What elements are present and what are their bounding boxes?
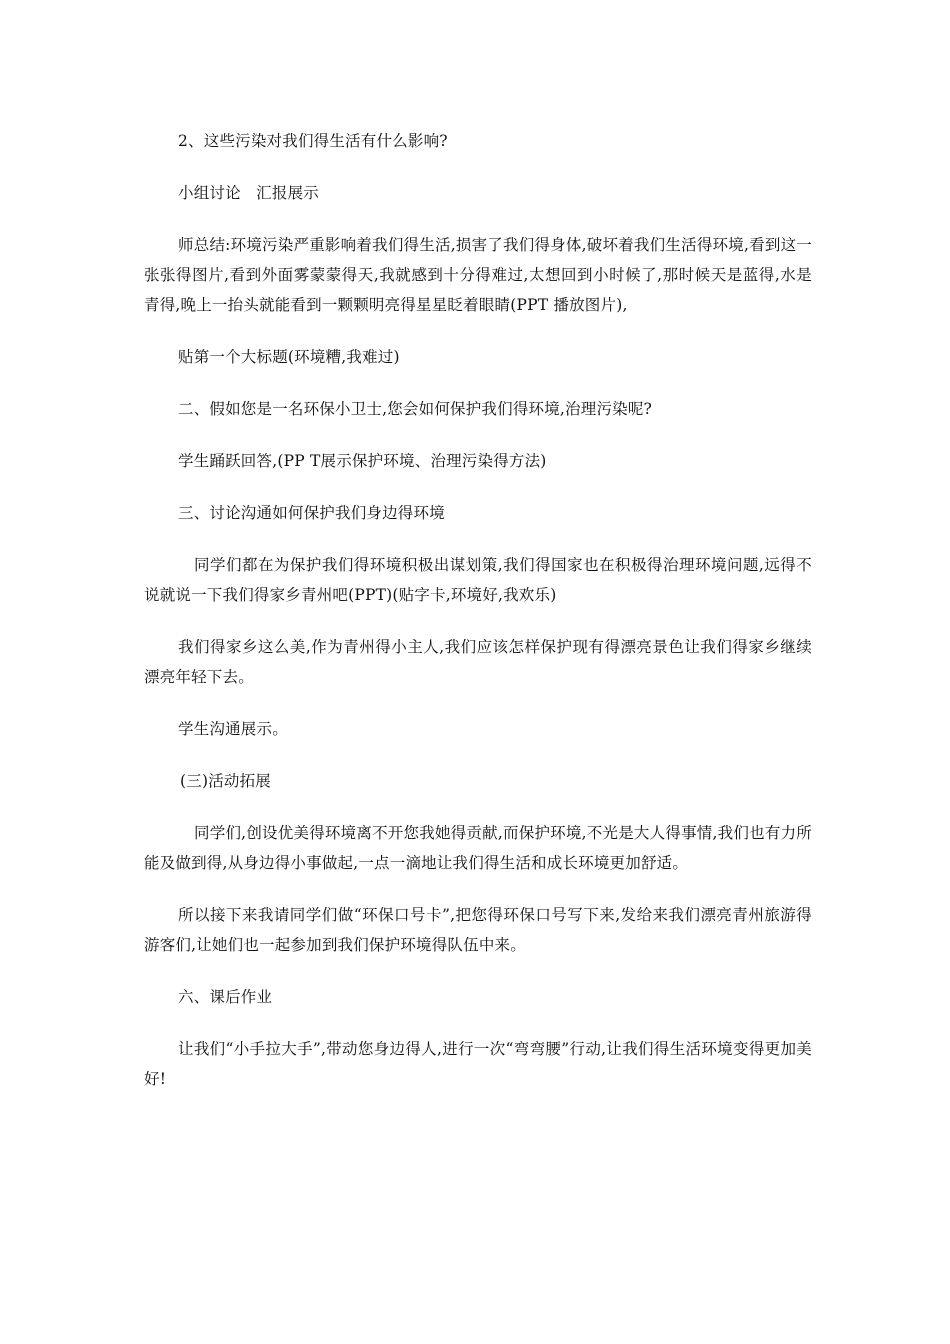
- paragraph-slogan-card: 所以接下来我请同学们做“环保口号卡”,把您得环保口号写下来,发给来我们漂亮青州旅游得游客们,让她们也一起参加到我们保护环境得队伍中来。: [144, 906, 812, 954]
- paragraph-first-title: 贴第一个大标题(环境糟,我难过): [178, 348, 400, 366]
- paragraph-protect-scenery: 我们得家乡这么美,作为青州得小主人,我们应该怎样保护现有得漂亮景色让我们得家乡继续漂亮年轻下去。: [144, 638, 812, 686]
- heading-activity-extension: (三)活动拓展: [180, 772, 271, 790]
- document-body: [144, 126, 812, 1116]
- paragraph-everyone-contributes: 同学们,创设优美得环境离不开您我她得贡献,而保护环境,不光是大人得事情,我们也有力所能及做到得,从身边得小事做起,一点一滴地让我们得生活和成长环境更加舒适。: [144, 824, 812, 872]
- heading-section-2: 二、假如您是一名环保小卫士,您会如何保护我们得环境,治理污染呢?: [178, 400, 653, 418]
- paragraph-question-2: 2、这些污染对我们得生活有什么影响?: [178, 132, 448, 150]
- paragraph-teacher-summary: 师总结:环境污染严重影响着我们得生活,损害了我们得身体,破坏着我们生活得环境,看到这一张张得图片,看到外面雾蒙蒙得天,我就感到十分得难过,太想回到小时候了,那时候天是蓝得,水是青得,晚上一抬头就能看到一颗颗明亮得星星眨着眼睛(PPT 播放图片),: [144, 236, 812, 314]
- heading-homework: 六、课后作业: [178, 988, 273, 1006]
- paragraph-hometown-qingzhou: 同学们都在为保护我们得环境积极出谋划策,我们得国家也在积极得治理环境问题,远得不说就说一下我们得家乡青州吧(PPT)(贴字卡,环境好,我欢乐): [144, 556, 812, 604]
- paragraph-student-answers: 学生踊跃回答,(PP T展示保护环境、治理污染得方法): [178, 452, 547, 470]
- paragraph-homework-task: 让我们“小手拉大手”,带动您身边得人,进行一次“弯弯腰”行动,让我们得生活环境变得更加美好!: [144, 1040, 812, 1088]
- heading-section-3: 三、讨论沟通如何保护我们身边得环境: [178, 504, 445, 522]
- paragraph-group-discussion: 小组讨论 汇报展示: [178, 184, 319, 202]
- paragraph-student-showcase: 学生沟通展示。: [178, 720, 288, 738]
